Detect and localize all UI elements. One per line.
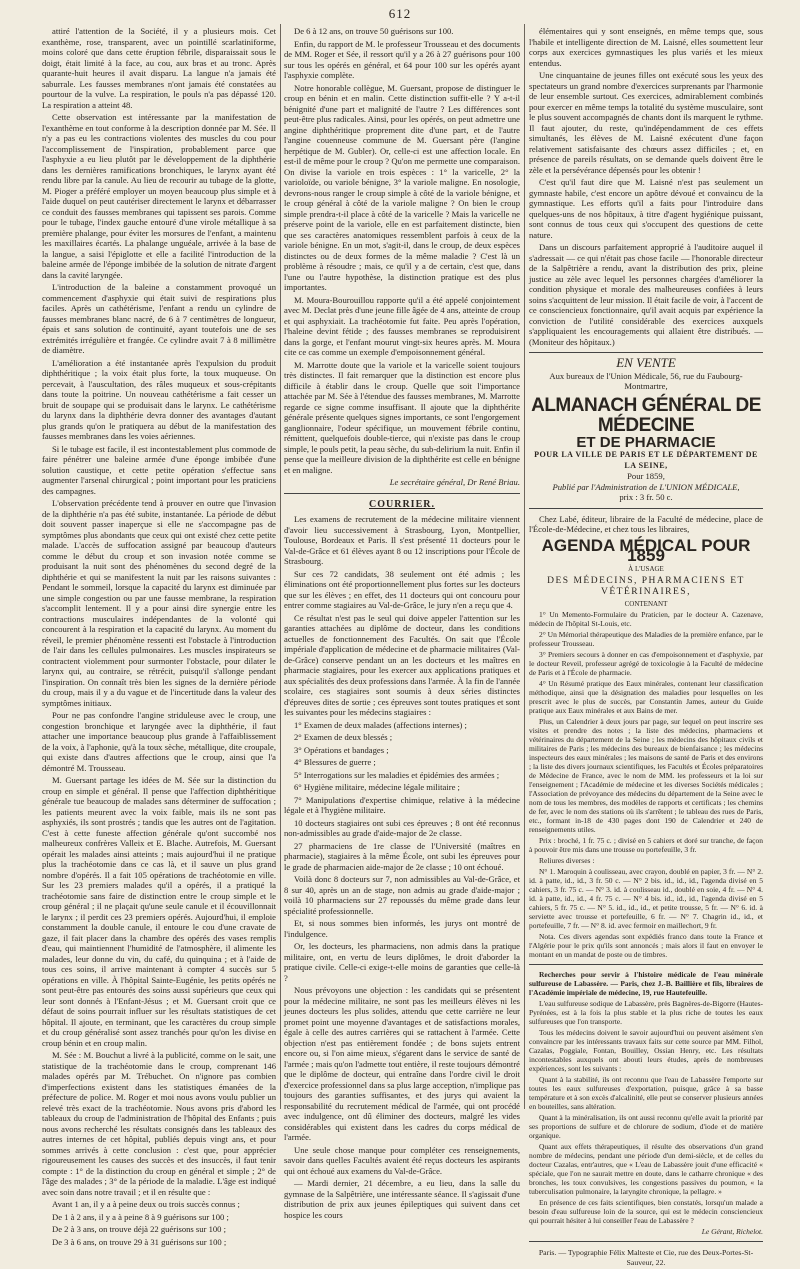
courrier-paragraph: Et, si nous sommes bien informés, les jurys ont montré de l'indulgence. — [284, 918, 520, 939]
article-paragraph: De 3 à 6 ans, on trouve 29 à 31 guérisons sur 100 ; — [52, 1236, 227, 1247]
article-paragraph: Cette observation est intéressante par la manifestation de l'exanthème en tout conforme à la description donnée par M. Sée. Il n'y a pas eu les contractions violentes des muscles du cou pour l'accomplissement de l'inspiration, probablement parce que l'asphyxie a eu lieu plutôt par le développement de la diphthérie dans les dernières ramifications bronchiques, le larynx ayant été rendu libre par la canule. Au lieu de recourir au tubage de la glotte, M. Pioger a préféré employer un moyen beaucoup plus simple et à l'aide duquel on peut cautériser directement le larynx et débarrasser ce conduit des fausses membranes qui tapissent ses parois. Comme pour le tubage, l'index gauche entouré d'une virole métallique à sa première phalange, pour éviter les morsures de l'enfant, a maintenu les maxillaires écartés. La phalange unguéale, arrivée à la base de la langue, a saisi l'épiglotte et elle a facilité l'introduction de la baleine armée de l'éponge imbibée de la solution de nitrate d'argent dans la cavité laryngée. — [42, 112, 276, 280]
courrier-paragraph: 1° Examen de deux malades (affections internes) ; — [294, 719, 467, 730]
ad-almanach-publisher: Publié par l'Administration de L'UNION MÉDICALE, — [552, 481, 740, 492]
ad-labassere-paragraph: Tous les médecins doivent le savoir aujourd'hui ou peuvent aisément s'en convaincre par les intéressants travaux faits sur cette source par MM. Filhol, Cazalas, Poggiale, Fontan, Bouilley, Ossian Henry, etc. Les résultats incontestables auxquels ont abouti leurs études, après de nombreuses expériences, sont les suivants : — [529, 1027, 763, 1073]
article-paragraph: M. Sée : M. Bouchut a livré à la publicité, comme on le sait, une statistique de la trachéotomie dans le croup, comprenant 146 malades opérés par M. Trébuchet. On n'ignore pas combien d'imperfections existent dans les statistiques émanées de la préfecture de police. M. Roger et moi nous avons voulu publier un relevé très exact de la trachéotomie. Nous avons pris d'abord les tableaux du croup de l'administration de l'hôpital des Enfants ; puis nous avons recherché les résultats consignés dans les tableaux des autres internes de cet hôpital, publiés depuis vingt ans, et pour sommes arrivés à cette conclusion : c'est que, pour apprécier rigoureusement les causes des succès et des insuccès, il faut tenir compte : 1° de la distinction du croup en général et simple ; 2° de l'âge des malades ; 3° de la période de la maladie. L'âge est indiqué avec soin dans notre travail ; et il en résulte que : — [42, 1050, 276, 1197]
courrier-paragraph: 4° Blessures de guerre ; — [294, 757, 376, 767]
courrier-paragraph: 5° Interrogations sur les maladies et épidémies des armées ; — [294, 769, 500, 780]
divider — [284, 493, 520, 494]
article-paragraph: Pour ne pas confondre l'angine striduleuse avec le croup, une congestion bronchique et laryngée avec la diphthérie, il faut attacher une importance beaucoup plus grande à l'affaiblissement de la voix, à l'aphonie, qu'à la toux sèche, métallique, dite croupale, qui existe dans d'autres affections que le croup, ainsi que l'a démontré M. Trousseau. — [42, 710, 276, 773]
article-paragraph: Notre honorable collègue, M. Guersant, propose de distinguer le croup en bénin et en malin. Cette distinction suffit-elle ? Y a-t-il bénignité d'une part et malignité de l'autre ? Les différences sont peut-être plus radicales. Ainsi, pour les opérés, on peut admettre une angine diphthéritique proprement dite d'une part, et de l'autre l'angine couenneuse commune de M. Guersant père (l'angine herpétique de M. Gubler). Or, celle-ci est une affection locale. En est-il de même pour le croup ? Qu'on me permette une comparaison. On divise la variole en trois espèces : 1° la varicelle, 2° la varioloïde, ou variole bénigne, 3° la variole maligne. En nosologie, devrons-nous ranger le croup simple à côté de la variole bénigne, et le croup général à côté de la variole maligne ? On bien le croup simple prendra-t-il place à côté de la varicelle ? Mais la varicelle ne préserve point de la variole, elle en est parfaitement distincte, bien que ses caractères anatomiques ressemblent parfois à ceux de la variole bénigne. En un mot, s'agit-il, dans le croup, de deux espèces distinctes ou de deux formes de la même maladie ? C'est là un problème à résoudre ; mais, ce qu'il y a de certain, c'est que, dans l'une ou l'autre hypothèse, la distinction pratique est des plus importantes. — [284, 82, 520, 292]
courrier-paragraph: Une seule chose manque pour compléter ces renseignements, savoir dans quelles Facultés avaient été reçus docteurs les aspirants qui ont échoué aux examens du Val-de-Grâce. — [284, 1144, 520, 1176]
ad-agenda-item: Nota. Ces divers agendas sont expédiés franco dans toute la France et l'Algérie pour le prix qu'ils sont annoncés ; mais alors il faut en envoyer le montant en un mandat de poste ou de timbres. — [529, 931, 763, 959]
ad-labassere-paragraph: Quant à la minéralisation, ils ont aussi reconnu qu'elle avait la priorité par ses proportions de sulfure et de chlorure de sodium, d'iode et de matière organique. — [529, 1112, 763, 1140]
article-paragraph: Avant 1 an, il y a à peine deux ou trois succès connus ; — [52, 1199, 240, 1209]
article-paragraph: L'amélioration a été instantanée après l'expulsion du produit diphthéritique ; la voix était plus forte, la toux muqueuse. On percevait, à l'auscultation, des râles muqueux et sous-crépitants dans toute la poitrine. Un nouveau cathétérisme a fait cesser un bruit de soupape qui se produisait dans le larynx. Le cathétérisme du larynx dans la diphthérie devra donner des avantages d'autant plus grands qu'on le pratiquera au début de la manifestation des fausses membranes dans les voies aériennes. — [42, 357, 276, 441]
article-paragraph: L'observation précédente tend à prouver en outre que l'invasion de la diphthérie n'a pas été subite, instantanée. La période de début doit souvent passer inaperçue si elle ne s'accompagne pas de symptômes plus abondants que ceux qui ont existé chez cette petite malade. L'accès de suffocation assigné par beaucoup d'auteurs comme le début du croup et son invasion notée comme se produisant la nuit sont des phénomènes du second degré de la diphthérie et qui se manifestent la nuit par les raisons suivantes : Pendant le sommeil, lorsque la capacité du larynx est diminuée par une simple congestion ou par une fausse membrane, la respiration s'accomplit lentement. Il y a pour ainsi dire synergie entre les contractions musculaires indépendantes de la volonté qui concourent à la respiration et la capacité du larynx. Au moment du réveil, le premier phénomène ressenti est l'obstacle à l'introduction de l'air dans les cellules pulmonaires. Les muscles inspirateurs se contractent violemment pour surmonter l'obstacle, pour dilater le larynx qui, au contraire, se rétrécit, puisqu'il s'allonge pendant l'inspiration. On connaît très bien les signes de la dernière période du croup, mais il y a du vague et de l'incertitude dans la valeur des symptômes initiaux. — [42, 498, 276, 708]
signature-secretary: Le secrétaire général, Dr René Briau. — [389, 477, 520, 487]
divider — [529, 1241, 763, 1242]
courrier-paragraph: — Mardi dernier, 21 décembre, a eu lieu, dans la salle du gymnase de la Salpêtrière, une intéressante séance. Il s'agissait d'une distribution de prix aux jeunes épileptiques qui suivent dans cet hospice les cours — [284, 1178, 520, 1220]
ad-agenda-item: N° 1. Maroquin à coulisseau, avec crayon, doublé en papier, 3 fr. — N° 2. id. à patte, id., id., 3 fr. 50 c. — N° 2 bis. id., id., id., l'agenda divisé en 5 cahiers, 3 fr. 75 c. — N° 3. id. à coulisseau id., doublé en soie, 4 fr. — N° 4. id. à patte, id., id., 4 fr. 75 c. — N° 4 bis. id., id., id., l'agenda divisé en 5 cahiers, 5 fr. 75 c. — N° 5. id., id., id., et petite trousse, 5 fr. — N° 6. id. à serviette avec trousse et portefeuille, 6 fr. — N° 7. Chagrin id., id., et portefeuille, 7 fr. — N° 8. id. avec fermoir en maillechort, 9 fr. — [529, 866, 763, 930]
ad-agenda-item: 2° Un Mémorial thérapeutique des Maladies de la première enfance, par le professeur Trousseau. — [529, 629, 763, 648]
courrier-paragraph: 6° Hygiène militaire, médecine légale militaire ; — [294, 782, 460, 792]
ad-agenda-title: AGENDA MÉDICAL POUR 1859 — [541, 535, 751, 565]
courrier-paragraph: Les examens de recrutement de la médecine militaire viennent d'avoir lieu successivement à Strasbourg, Lyon, Montpellier, Toulouse, Bordeaux et Paris. Il s'est présenté 11 docteurs pour le Val-de-Grâce et 61 élèves ayant 8 ou 12 inscriptions pour l'École de Strasbourg. — [284, 514, 520, 566]
ad-agenda-usage: À L'USAGE — [628, 564, 664, 573]
divider — [529, 508, 763, 509]
article-paragraph: Si le tubage est facile, il est incontestablement plus commode de faire pénétrer une baleine armée d'une éponge imbibée d'une solution caustique, et cette petite opération s'effectue sans augmenter l'arsenal chirurgical ; point important pour les praticiens des campagnes. — [42, 443, 276, 496]
article-paragraph: élémentaires qui y sont enseignés, en même temps que, sous l'habile et intelligente direction de M. Laisné, elles soumettent leur corps aux exercices gymnastiques les plus variés et les mieux entendus. — [529, 26, 763, 68]
ad-agenda-contenant: CONTENANT — [624, 600, 668, 608]
article-paragraph: De 2 à 3 ans, on trouve déjà 22 guérisons sur 100 ; — [52, 1224, 226, 1234]
ad-agenda-audience: DES MÉDECINS, PHARMACIENS ET VÉTÉRINAIRES, — [547, 576, 745, 597]
ad-labassere-paragraph: L'eau sulfureuse sodique de Labassère, près Bagnères-de-Bigorre (Hautes-Pyrénées, est à la fois la plus stable et la plus riche de toutes les eaux sulfureuses que l'on transporte. — [529, 998, 763, 1026]
courrier-paragraph: 7° Manipulations d'expertise chimique, relative à la médecine légale et à l'hygiène militaire. — [284, 794, 520, 815]
column-middle — [284, 26, 521, 1220]
ad-almanach-price: prix : 3 fr. 50 c. — [619, 492, 673, 502]
ad-almanach-subtitle: ET DE PHARMACIE — [576, 433, 716, 451]
courrier-paragraph: Nous prévoyons une objection : les candidats qui se présentent pour la médecine militaire, ne sont pas les meilleurs élèves ni les jeunes docteurs les plus solides, attendu que cette carrière ne leur promet point une moyenne d'avantages et de satisfactions morales, égale à celle des autres carrières qui se rattachent à l'armée. Cette objection n'est pas entièrement fondée ; de bons sujets entrent encore ou, si l'on aime mieux, s'égarent dans le service de santé de l'armée ; mais qu'on l'admette tout entière, il reste toujours démontré que le diplôme de docteur, qui entraîne dans l'ordre civil le droit d'exercice professionnel dans sa plus large acception, n'implique pas toujours des garanties suffisantes, et des jurys qui avaient la responsabilité du recrutement médical de l'armée, qui ont procédé avec indulgence, ont dû éliminer des docteurs, malgré les vides considérables qui existent dans les cadres du corps médical de l'armée. — [284, 985, 520, 1142]
ad-labassere-paragraph: Quant à la stabilité, ils ont reconnu que l'eau de Labassère l'emporte sur toutes les eaux sulfureuses d'exportation, puisque, grâce à sa basse température et à son excès d'alcalinité, elle peut se conserver plusieurs années en bouteilles, sans altération. — [529, 1074, 763, 1111]
article-paragraph: De 1 à 2 ans, il y a à peine 8 à 9 guérisons sur 100 ; — [52, 1211, 229, 1222]
courrier-paragraph: Sur ces 72 candidats, 38 seulement ont été admis ; les éliminations ont été proportionnellement plus fortes sur les docteurs que sur les élèves ; en effet, des 11 docteurs qui ont concouru pour entrer comme stagiaires au Val-de-Grâce, le jury n'en a reçu que 4. — [284, 568, 520, 610]
article-paragraph: L'introduction de la baleine a constamment provoqué un commencement d'asphyxie qui était suivi de respirations plus faciles. Après un cathétérisme, l'enfant a rendu un cylindre de fausses membranes blanc nacré, de 6 à 7 centimètres de longueur, épais et sans solution de continuité, ayant toutefois une de ses extrémités irrégulière et frangée. Ce cylindre avait 7 à 8 millimètre de diamètre. — [42, 282, 276, 355]
courrier-paragraph: Ce résultat n'est pas le seul qui doive appeler l'attention sur les garanties attachées au diplôme de docteur, dans les conditions actuelles de fonctionnement des Facultés. On sait que l'École impériale d'application de médecine et de pharmacie militaires (Val-de-Grâce) conserve pendant un an les docteurs et les maîtres en pharmacie stagiaires, pour les exercer aux applications pratiques et aux spécialités des deux professions dans l'armée. À la fin de l'année scolaire, ces stagiaires sont soumis à deux séries distinctes d'épreuves dites de sortie ; ces épreuves sont toutes pratiques et sont les suivantes pour les médecins stagiaires : — [284, 612, 521, 717]
section-heading-courrier: COURRIER. — [369, 498, 435, 510]
page-number: 612 — [388, 6, 412, 21]
ad-labassere-head: Recherches pour servir à l'histoire médicale de l'eau minérale sulfureuse de Labassère. — Paris, chez J.-B. Baillière et fils, libraires de l'Académie impériale de médecine, 19, rue Hautefeuille. — [529, 969, 763, 997]
ad-almanach-year: Pour 1859, — [627, 471, 665, 481]
ad-agenda-item: 1° Un Memento-Formulaire du Praticien, par le docteur A. Cazenave, médecin de l'hôpital St-Louis, etc. — [529, 609, 763, 628]
courrier-paragraph: 10 docteurs stagiaires ont subi ces épreuves ; 8 ont été reconnus non-admissibles au grade d'aide-major de 2e classe. — [284, 817, 520, 838]
article-paragraph: C'est qu'il faut dire que M. Laisné n'est pas seulement un gymnaste habile, c'est encore un apôtre dévoué et convaincu de la gymnastique. Les efforts qu'il a faits pour l'introduire dans quelques-uns de nos hôpitaux, à titre d'agent hygiénique puissant, sont connus de tous ceux qui s'occupent des questions de cette nature. — [529, 177, 763, 240]
ad-labassere-paragraph: En présence de ces faits scientifiques, bien constatés, lorsqu'un malade a besoin d'eau sulfureuse loin de la source, qui est le médecin consciencieux qui pourrait hésiter à lui conseiller l'eau de Labassère ? — [529, 1197, 763, 1225]
courrier-paragraph: 3° Opérations et bandages ; — [294, 744, 389, 755]
column-rule — [524, 24, 525, 1109]
printer-imprint: Paris. — Typographie Félix Malteste et Cie, rue des Deux-Portes-St-Sauveur, 22. — [538, 1247, 754, 1267]
courrier-paragraph: Voilà donc 8 docteurs sur 7, non admissibles au Val-de-Grâce, et 8 sur 40, après un an de stage, non admis au grade d'aide-major ; voilà 10 pharmaciens sur 27 repoussés du même grade dans leur spécialité professionnelle. — [284, 874, 520, 916]
ad-agenda-intro: Chez Labé, éditeur, libraire de la Faculté de médecine, place de l'École-de-Médecine, et chez tous les libraires, — [529, 513, 763, 534]
article-paragraph: Une cinquantaine de jeunes filles ont exécuté sous les yeux des spectateurs un grand nombre d'exercices surprenants par l'harmonie de leur ensemble surtout. Ces exercices, admirablement combinés pour exercer en même temps la totalité du système musculaire, sont le plus souvent accompagnés de chants dont ils marquent le rythme. Il faut ajouter, du reste, qu'indépendamment de ces effets simultanés, les élèves de M. Laisné exécutent d'une façon relativement satisfaisante des chœurs assez difficiles ; et, en présence de pareils résultats, on se demande quels doivent être le zèle et la persévérance dépensés pour les obtenir ! — [529, 70, 763, 175]
article-paragraph: De 6 à 12 ans, on trouve 50 guérisons sur 100. — [294, 26, 454, 36]
ad-almanach-scope: POUR LA VILLE DE PARIS ET LE DÉPARTEMENT DE LA SEINE, — [534, 450, 758, 470]
ad-agenda-item: 3° Premiers secours à donner en cas d'empoisonnement et d'asphyxie, par le docteur Reveil, professeur agrégé de toxicologie à la Faculté de médecine de Paris et à l'École de pharmacie. — [529, 649, 763, 677]
ad-agenda-item: Plus, un Calendrier à deux jours par page, sur lequel on peut inscrire ses visites et prendre des notes ; la liste des médecins, pharmaciens et vétérinaires du département de la Seine ; les médecins des hôpitaux civils et militaires de Paris ; les médecins des bureaux de bienfaisance ; les médecins inspecteurs des eaux minérales ; les maisons de santé de Paris et des environs ; la liste des divers journaux scientifiques, les Facultés et Écoles préparatoires de Médecine de France, avec le nom de MM. les professeurs et la loi sur l'enseignement ; l'Académie de médecine et les diverses Sociétés médicales ; l'Association de prévoyance des médecins du département de la Seine avec le nom de tous les membres, des modèles de rapports et certificats ; les chemins de fer, avec le nom des stations où ils s'arrêtent ; le tableau des rues de Paris, etc., formant in-18 de 430 pages dont 190 de Calendrier et 240 de renseignements utiles. — [529, 716, 763, 834]
column-left — [42, 26, 276, 1247]
article-paragraph: M. Guersant partage les idées de M. Sée sur la distinction du croup en simple et général. Il pense que l'affection diphthéritique générale tue beaucoup de malades sans déterminer de suffocation ; les patients meurent avec la voix faible, mais ils ne sont pas asphyxiés, ils sont prostrés ; tandis que les autres ont de l'agitation. C'est à cette funeste affection générale qu'ont succombé nos malheureux confrères Valleix et E. Blache. Autrefois, M. Guersant opérait les malades ainsi atteints ; mais aujourd'hui il ne pratique plus la trachéotomie dans ce cas là, et il sauve un plus grand nombre d'opérés. Il a fait 105 opérations de trachéotomie en ville. Sur les 23 premiers malades qu'il a opérés, il a pratiqué la trachéotomie sans faire de distinction entre le croup simple et le croup général ; il ne plaçait qu'une seule canule et il écouvillonnait le larynx ; il perdit ces 23 premiers opérés. Aujourd'hui, il emploie constamment la double canule, il entoure le cou d'une cravate de gaze, il fait placer dans la chambre des opérés des vases remplis d'eau, qui maintiennent l'humidité de l'atmosphère, il alimente les malades, leur donne du vin, du café, du quinquina ; et à l'aide de tous ces soins, il arrive maintenant à compter 4 succès sur 5 opérations en ville. À l'hôpital Sainte-Eugénie, les petits opérés ne sont peut-être pas entourés des soins aussi supérieurs que ceux qui leur sont donnés à l'Enfant-Jésus ; et M. Guersant croit que ce défaut de soins pourrait influer sur les résultats statistiques de cet hôpital. Il ajoute, en terminant, que les caractères du croup simple et du croup généralisé sont assez tranchés pour qu'on les divise en croup bénin et en croup malin. — [42, 775, 276, 1048]
divider — [529, 964, 763, 965]
signature-gerant: Le Gérant, Richelot. — [701, 1226, 763, 1236]
courrier-paragraph: 27 pharmaciens de 1re classe de l'Université (maîtres en pharmacie), stagiaires à la même École, ont subi les épreuves pour le grade de pharmacien aide-major de 2e classe ; 10 ont échoué. — [284, 840, 520, 872]
article-paragraph: M. Moura-Bourouillou rapporte qu'il a été appelé conjointement avec M. Declat près d'une jeune fille âgée de 4 ans, atteinte de croup et qui asphyxiait. La trachéotomie fut faite. Peu après l'opération, l'haleine devint fétide ; des fausses membranes se reproduisirent dans la gorge, et l'enfant mourut vingt-six heures après. M. Moura cite ce cas comme un exemple d'empoisonnement général. — [284, 294, 520, 357]
courrier-paragraph: Or, les docteurs, les pharmaciens, non admis dans la pratique militaire, ont, en vertu de leurs diplômes, le droit d'aborder la pratique civile. Celle-ci exige-t-elle moins de garanties que celle-là ? — [284, 941, 520, 983]
article-paragraph: M. Marrotte doute que la variole et la varicelle soient toujours très distinctes. Il fait remarquer que la distinction est encore plus difficile à établir dans le croup. Quelle que soit l'importance attachée par M. Sée à l'étendue des fausses membranes, M. Marrotte regarde ce signe comme insuffisant. Il ajoute que la diphthérite générale présente quelques signes importants, ce sont l'engorgement ganglionnaire, l'odeur spécifique, un mouvement fébrile continu, rémittent, quelquefois double-tierce, qui n'existe pas dans le croup simple, le pouls petit, la peau sèche, du sub-delirium la nuit. Enfin il pense que la meilleure division de la diphthérite est celle en bénigne et en maligne. — [284, 359, 520, 475]
column-rule — [280, 24, 281, 1109]
column-right — [529, 26, 763, 1267]
ad-agenda-item: 4° Un Résumé pratique des Eaux minérales, contenant leur classification méthodique, ainsi que la désignation des maladies pour lesquelles on les prescrit avec le plus de succès, par Constantin James, auteur du Guide pratique aux Eaux minérales et aux Bains de mer. — [529, 678, 763, 715]
article-paragraph: Enfin, du rapport de M. le professeur Trousseau et des documents de MM. Roger et Sée, il ressort qu'il y a 26 à 27 guérisons pour 100 sur tous les opérés en général, et 64 pour 100 sur les opérés ayant l'asphyxie complète. — [284, 38, 520, 80]
ad-en-vente: EN VENTE — [616, 355, 676, 370]
ad-address: Aux bureaux de l'Union Médicale, 56, rue du Faubourg-Montmartre, — [549, 370, 743, 391]
divider — [529, 352, 763, 353]
article-paragraph: attiré l'attention de la Société, il y a plusieurs mois. Cet exanthème, rose, transparent, avec un pointillé scarlatiniforme, moins coloré que dans cette éruption fébrile, disparaissait sous le doigt, était limité à la face, au cou, aux bras et au tronc. Après quarante-huit heures il avait disparu. La langue n'a jamais été saburrale. Les fausses membranes n'ont jamais été constatées au pourtour de la vulve. La respiration, le pouls n'a pas dépassé 120. La respiration a atteint 48. — [42, 26, 276, 110]
ad-agenda-item: Prix : broché, 1 fr. 75 c. ; divisé en 5 cahiers et doré sur tranche, de façon à pouvoir être mis dans une trousse ou portefeuille, 3 fr. — [529, 835, 763, 854]
courrier-paragraph: 2° Examen de deux blessés ; — [294, 732, 393, 742]
article-paragraph: Dans un discours parfaitement approprié à l'auditoire auquel il s'adressait — ce qui n'était pas chose facile — l'honorable directeur de la Salpêtrière a rendu, avant la distribution des prix, pleine justice au zèle avec lequel les personnes chargées d'améliorer la condition physique et morale des malheureuses confiées à leurs soins s'acquittent de leur mission. Il était facile de voir, à l'accent de ce consciencieux fonctionnaire, qu'il avait acquis par expérience la conviction de l'utilité considérable des exercices auxquels s'appliquaient les encouragements qui allaient être distribués. — (Moniteur des hôpitaux.) — [529, 242, 763, 347]
ad-labassere-paragraph: Quant aux effets thérapeutiques, il résulte des observations d'un grand nombre de médecins, pendant une période d'un demi-siècle, et de celles du docteur Cazalas, entr'autres, que « L'eau de Labassère jouit d'une efficacité « spéciale, que l'on ne saurait mettre en doute, dans le catharre chronique « des bronches, les toux convulsives, les congestions passives du poumon, « la tuberculisation pulmonaire, la laryngite chronique, la pellagre. » — [529, 1141, 763, 1196]
ad-almanach-title: ALMANACH GÉNÉRAL DE MÉDECINE — [531, 394, 761, 436]
ad-agenda-item: Reliures diverses : — [539, 855, 595, 865]
